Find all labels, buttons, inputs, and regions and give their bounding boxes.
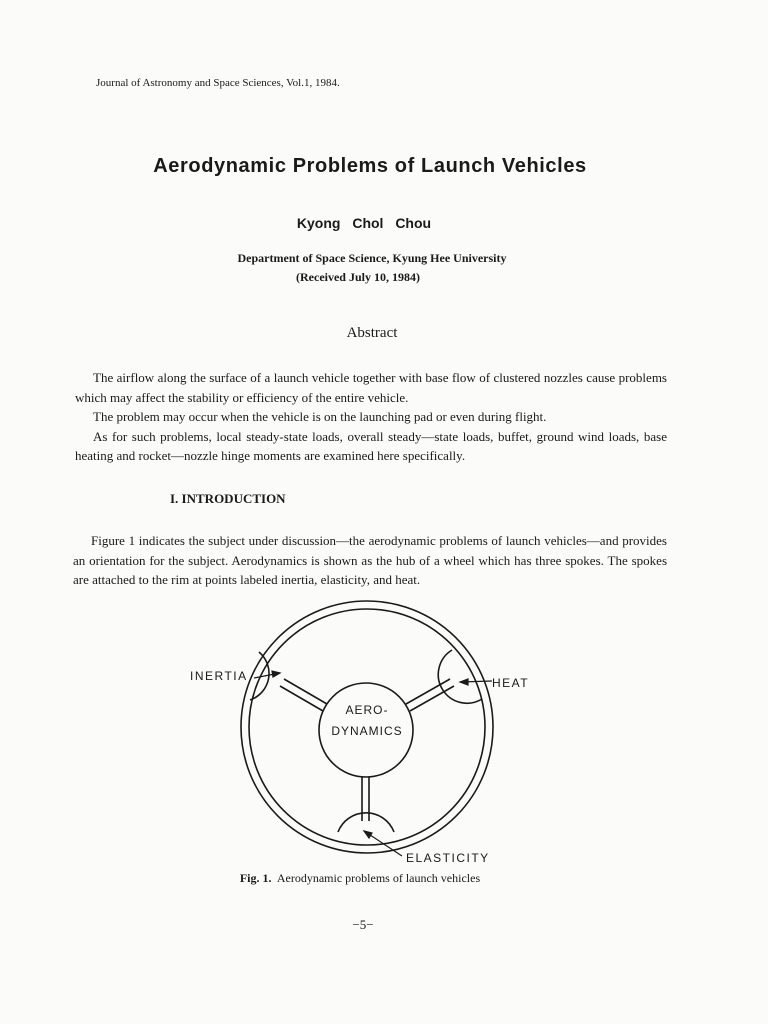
label-elasticity: ELASTICITY [406, 851, 490, 865]
figure-caption [0, 871, 720, 886]
paper-title: Aerodynamic Problems of Launch Vehicles [153, 155, 587, 177]
caption-number: Fig. 1. [239, 871, 272, 885]
affiliation: Department of Space Science, Kyung Hee University [237, 251, 507, 265]
journal-header: Journal of Astronomy and Space Sciences, Vol.1, 1984. [96, 77, 340, 89]
abstract-paragraph: The airflow along the surface of a launch vehicle together with base flow of clustered nozzles cause problems which may affect the stability or efficiency of the entire vehicle. [75, 370, 667, 405]
label-inertia: INERTIA [190, 669, 248, 683]
abstract-body [75, 368, 667, 466]
section-heading-introduction: I. INTRODUCTION [170, 491, 286, 506]
figure-wheel-diagram [180, 600, 530, 870]
abstract-heading: Abstract [346, 325, 398, 341]
label-heat: HEAT [492, 676, 530, 690]
received-date: (Received July 10, 1984) [296, 270, 420, 284]
abstract-paragraph: As for such problems, local steady-state loads, overall steady—state loads, buffet, ground wind loads, base heating and rocket—nozzle hinge moments are examined here specifically. [75, 428, 667, 464]
author-name: Kyong Chol Chou [296, 215, 432, 231]
introduction-paragraph: Figure 1 indicates the subject under discussion—the aerodynamic problems of launch vehicles—and provides an orientation for the subject. Aerodynamics is shown as the hub of a wheel which has three spokes. The spokes are attached to the rim at points labeled inertia, elasticity, and heat. [73, 533, 667, 588]
page-number: −5− [352, 917, 374, 932]
hub-label-line2: DYNAMICS [331, 724, 403, 738]
pad-heat [438, 650, 482, 703]
caption-text: Aerodynamic problems of launch vehicles [276, 871, 481, 885]
pad-elasticity [338, 813, 394, 832]
hub-label-line1: AERO- [345, 703, 389, 717]
abstract-paragraph: The problem may occur when the vehicle is on the launching pad or even during flight. [93, 409, 547, 425]
